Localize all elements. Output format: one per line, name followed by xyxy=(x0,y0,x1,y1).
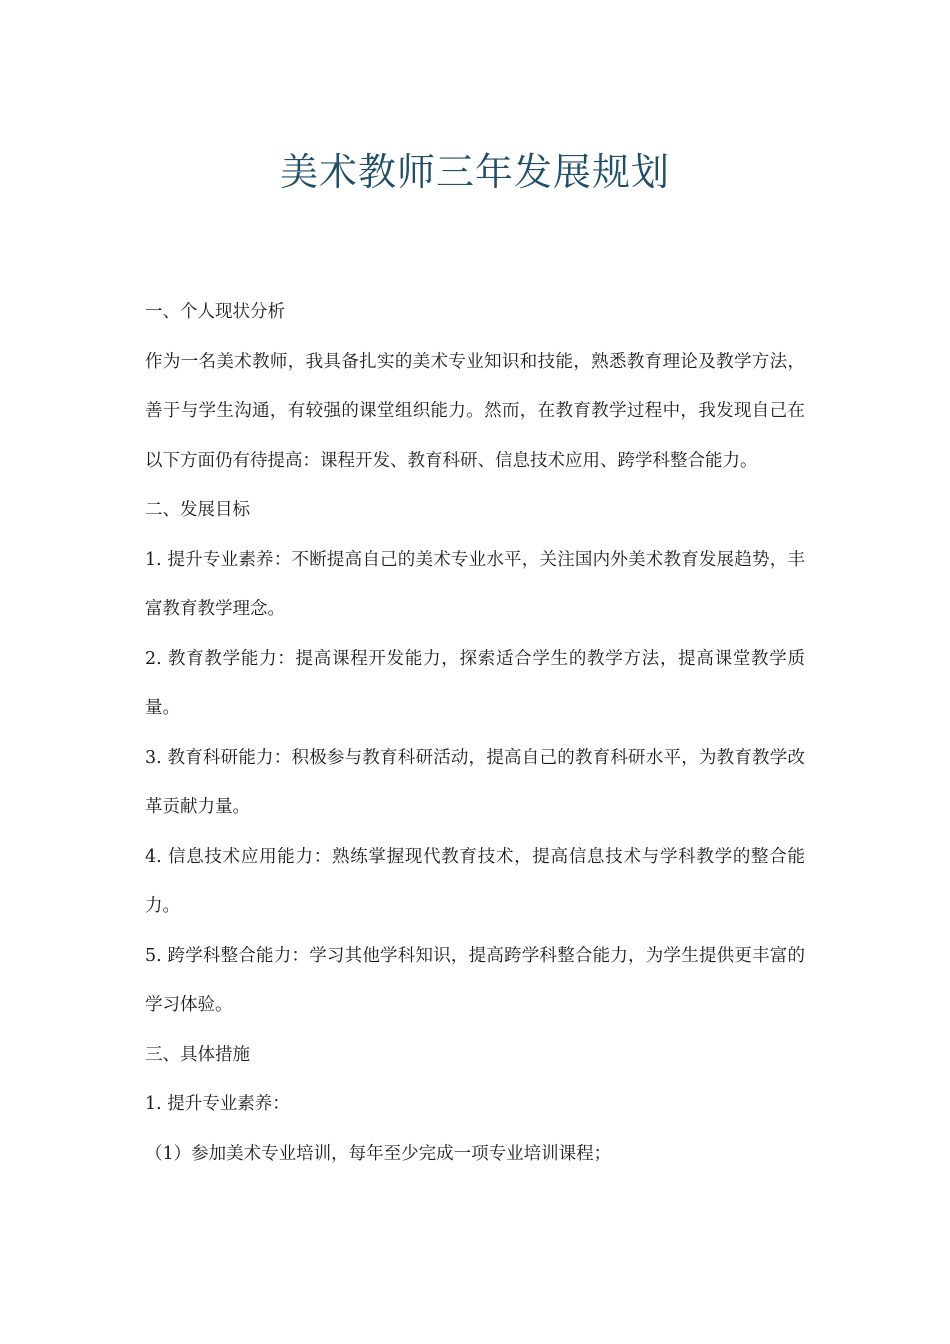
list-item: 1. 提升专业素养：不断提高自己的美术专业水平，关注国内外美术教育发展趋势，丰富教育教学理念。 xyxy=(145,549,805,619)
document-title: 美术教师三年发展规划 xyxy=(279,150,670,194)
list-item: 3. 教育科研能力：积极参与教育科研活动，提高自己的教育科研水平，为教育教学改革贡献力量。 xyxy=(145,747,805,817)
list-item: 5. 跨学科整合能力：学习其他学科知识，提高跨学科整合能力，为学生提供更丰富的学习体验。 xyxy=(145,945,805,1015)
list-item: 2. 教育教学能力：提高课程开发能力，探索适合学生的教学方法，提高课堂教学质量。 xyxy=(145,648,805,718)
sub-list-item: （1）参加美术专业培训，每年至少完成一项专业培训课程； xyxy=(145,1143,612,1164)
list-item: 4. 信息技术应用能力：熟练掌握现代教育技术，提高信息技术与学科教学的整合能力。 xyxy=(145,846,805,916)
section-heading: 一、个人现状分析 xyxy=(145,302,285,322)
list-item: 1. 提升专业素养： xyxy=(145,1094,290,1114)
paragraph: 作为一名美术教师，我具备扎实的美术专业知识和技能，熟悉教育理论及教学方法，善于与学生沟通，有较强的课堂组织能力。然而，在教育教学过程中，我发现自己在以下方面仍有待提高：课程开发、教育科研、信息技术应用、跨学科整合能力。 xyxy=(145,351,805,471)
section-heading: 二、发展目标 xyxy=(145,500,250,520)
section-heading: 三、具体措施 xyxy=(145,1044,250,1065)
document-body xyxy=(145,288,805,1179)
